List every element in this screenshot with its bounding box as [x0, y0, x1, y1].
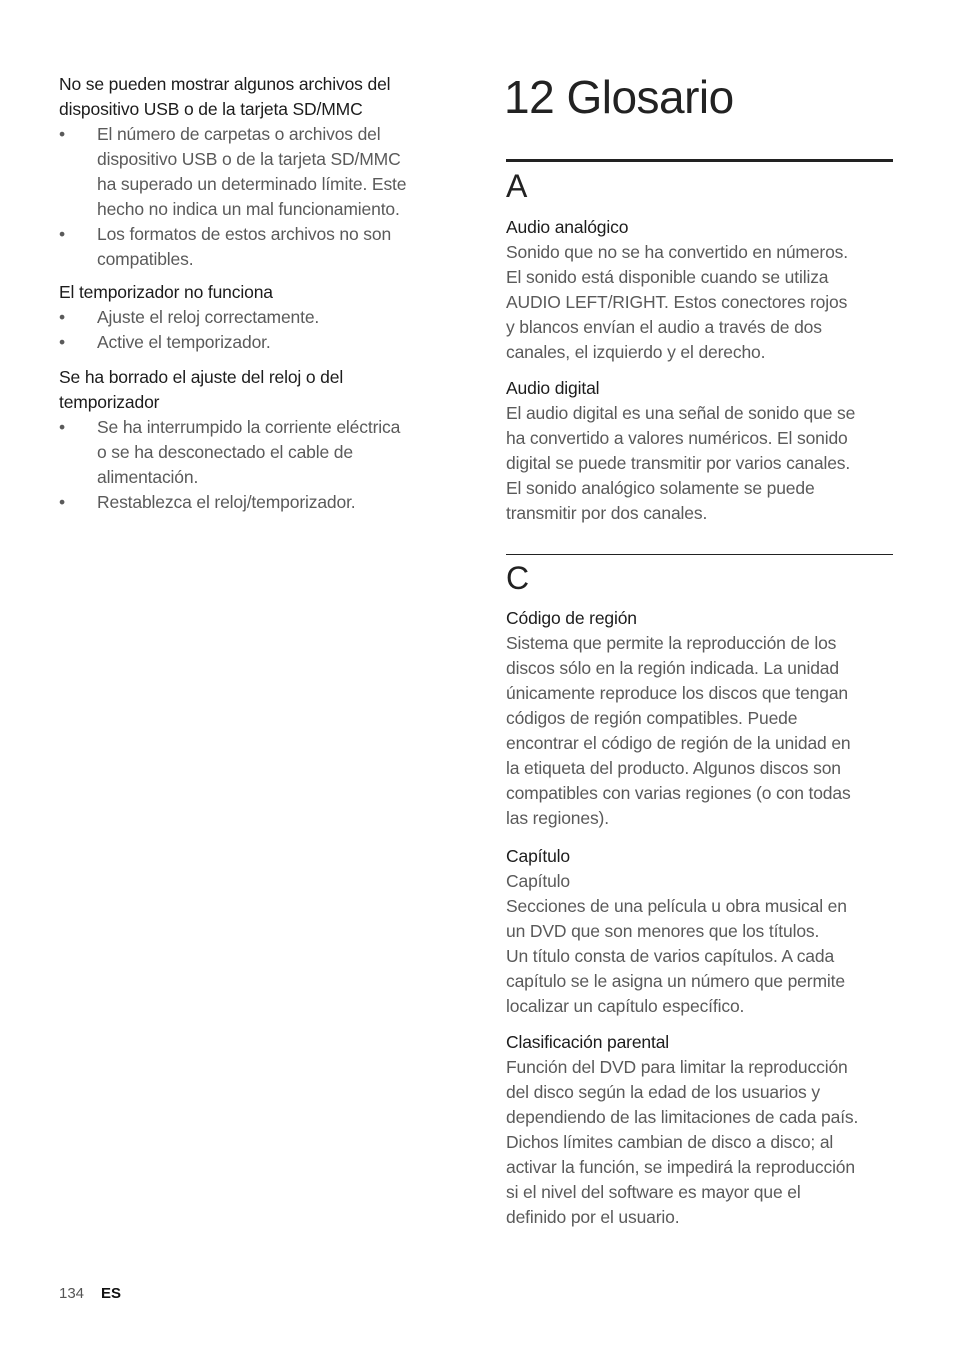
troubleshooting-section — [59, 365, 439, 515]
bullet-marker: • — [59, 224, 65, 244]
entry-definition — [506, 869, 893, 1019]
language-code: ES — [101, 1285, 122, 1302]
section-heading-line: El temporizador no funciona — [59, 282, 273, 302]
entry-line: códigos de región compatibles. Puede — [506, 708, 798, 728]
bullet-text — [97, 415, 439, 490]
section-heading-line: temporizador — [59, 392, 160, 412]
entry-term: Audio analógico — [506, 217, 629, 237]
entry-line: dependiendo de las limitaciones de cada país. — [506, 1107, 859, 1127]
entry-line: Sistema que permite la reproducción de los — [506, 633, 837, 653]
bullet-text — [97, 305, 439, 330]
entry-line: definido por el usuario. — [506, 1207, 680, 1227]
bullet-line: dispositivo USB o de la tarjeta SD/MMC — [97, 149, 401, 169]
bullet-item — [59, 122, 439, 222]
bullet-text — [97, 330, 439, 355]
section-heading-line: Se ha borrado el ajuste del reloj o del — [59, 367, 344, 387]
bullet-line: Los formatos de estos archivos no son — [97, 224, 392, 244]
entry-line: si el nivel del software es mayor que el — [506, 1182, 801, 1202]
entry-line: únicamente reproduce los discos que tengan — [506, 683, 848, 703]
entry-line: localizar un capítulo específico. — [506, 996, 745, 1016]
letter-heading: A — [506, 168, 528, 204]
entry-term: Audio digital — [506, 378, 600, 398]
entry-term: Clasificación parental — [506, 1032, 670, 1052]
bullet-marker: • — [59, 332, 65, 352]
bullet-line: Ajuste el reloj correctamente. — [97, 307, 320, 327]
entry-line: las regiones). — [506, 808, 609, 828]
glossary-entry — [506, 1030, 893, 1230]
glossary-entry — [506, 215, 893, 365]
title-rule — [506, 159, 893, 162]
entry-definition — [506, 1055, 893, 1230]
bullet-text — [97, 490, 439, 515]
entry-line: del disco según la edad de los usuarios y — [506, 1082, 820, 1102]
bullet-marker: • — [59, 124, 65, 144]
entry-line: Secciones de una película u obra musical en — [506, 896, 847, 916]
entry-line: compatibles con varias regiones (o con todas — [506, 783, 851, 803]
entry-line: Sonido que no se ha convertido en números. — [506, 242, 848, 262]
bullet-line: Se ha interrumpido la corriente eléctrica — [97, 417, 401, 437]
entry-line: El sonido está disponible cuando se utiliza — [506, 267, 829, 287]
entry-line: discos sólo en la región indicada. La unidad — [506, 658, 839, 678]
entry-line: capítulo se le asigna un número que permite — [506, 971, 845, 991]
bullet-item — [59, 330, 439, 355]
bullet-marker: • — [59, 307, 65, 327]
bullet-marker: • — [59, 417, 65, 437]
bullet-line: o se ha desconectado el cable de — [97, 442, 353, 462]
entry-definition — [506, 240, 893, 365]
entry-line: un DVD que son menores que los títulos. — [506, 921, 820, 941]
bullet-line: El número de carpetas o archivos del — [97, 124, 381, 144]
bullet-line: Active el temporizador. — [97, 332, 271, 352]
entry-line: y blancos envían el audio a través de dos — [506, 317, 822, 337]
bullet-text — [97, 222, 439, 272]
entry-line: Capítulo — [506, 871, 570, 891]
entry-line: Un título consta de varios capítulos. A cada — [506, 946, 835, 966]
bullet-line: ha superado un determinado límite. Este — [97, 174, 407, 194]
entry-definition — [506, 631, 893, 831]
bullet-line: alimentación. — [97, 467, 199, 487]
bullet-line: hecho no indica un mal funcionamiento. — [97, 199, 400, 219]
bullet-marker: • — [59, 492, 65, 512]
chapter-title: 12 Glosario — [504, 71, 734, 123]
bullet-line: Restablezca el reloj/temporizador. — [97, 492, 356, 512]
entry-line: AUDIO LEFT/RIGHT. Estos conectores rojos — [506, 292, 848, 312]
entry-line: activar la función, se impedirá la reproducción — [506, 1157, 855, 1177]
page-number: 134 — [59, 1285, 85, 1302]
glossary-entry — [506, 376, 893, 526]
troubleshooting-section — [59, 72, 439, 272]
glossary-entry — [506, 606, 893, 831]
letter-heading: C — [506, 560, 530, 596]
bullet-item — [59, 490, 439, 515]
entry-line: El audio digital es una señal de sonido que se — [506, 403, 856, 423]
bullet-item — [59, 222, 439, 272]
entry-line: la etiqueta del producto. Algunos discos son — [506, 758, 841, 778]
section-heading-line: dispositivo USB o de la tarjeta SD/MMC — [59, 99, 363, 119]
entry-line: Dichos límites cambian de disco a disco; al — [506, 1132, 834, 1152]
bullet-item — [59, 415, 439, 490]
entry-line: transmitir por dos canales. — [506, 503, 708, 523]
entry-definition — [506, 401, 893, 526]
entry-line: digital se puede transmitir por varios canales. — [506, 453, 851, 473]
entry-term: Código de región — [506, 608, 637, 628]
section-rule — [506, 554, 893, 555]
entry-term: Capítulo — [506, 846, 570, 866]
entry-line: Función del DVD para limitar la reproducción — [506, 1057, 848, 1077]
bullet-item — [59, 305, 439, 330]
entry-line: canales, el izquierdo y el derecho. — [506, 342, 766, 362]
glossary-entry — [506, 844, 893, 1019]
section-heading-line: No se pueden mostrar algunos archivos del — [59, 74, 391, 94]
bullet-text — [97, 122, 439, 222]
troubleshooting-section — [59, 280, 439, 355]
entry-line: encontrar el código de región de la unidad en — [506, 733, 851, 753]
entry-line: ha convertido a valores numéricos. El sonido — [506, 428, 848, 448]
bullet-line: compatibles. — [97, 249, 194, 269]
entry-line: El sonido analógico solamente se puede — [506, 478, 815, 498]
